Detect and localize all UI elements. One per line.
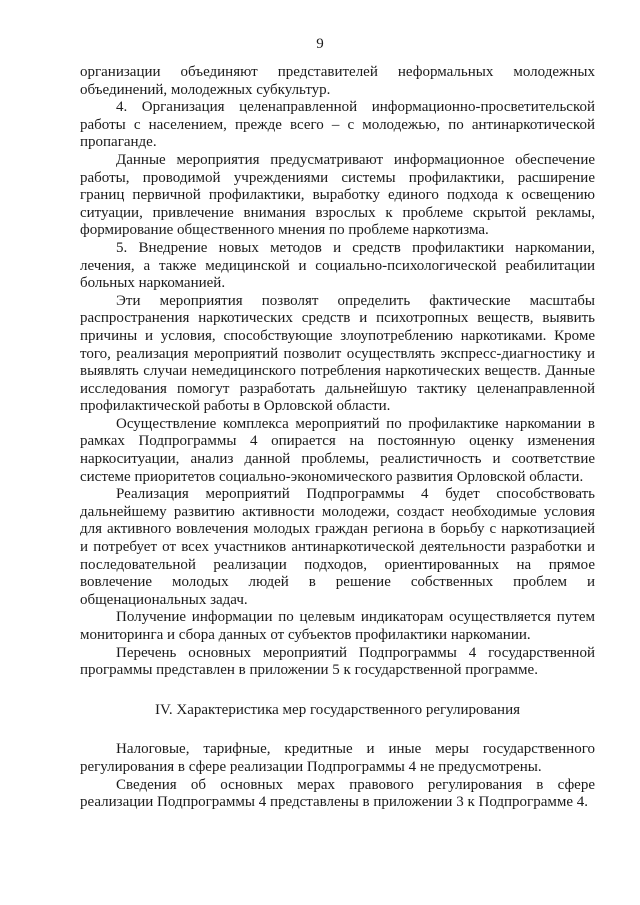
page-number: 9 (316, 36, 324, 52)
paragraph: организации объединяют представителей неформальных молодежных объединений, молодежных субкультур. (80, 64, 595, 98)
paragraph: 5. Внедрение новых методов и средств профилактики наркомании, лечения, а также медицинской и социально-психологической реабилитации больных наркоманией. (80, 239, 595, 292)
paragraph: Осуществление комплекса мероприятий по профилактике наркомании в рамках Подпрограммы 4 опирается на постоянную оценку изменения наркоситуации, анализ данной проблемы, реалистичность и соответствие системе приоритетов социально-экономического развития Орловской области. (80, 415, 595, 485)
paragraph: Реализация мероприятий Подпрограммы 4 будет способствовать дальнейшему развитию активности молодежи, создаст необходимые условия для активного вовлечения молодых граждан региона в борьбу с наркотизацией и потребует от всех участников антинаркотической деятельности разработки и последовательной реализации подходов, ориентированных на прямое вовлечение молодых людей в решение собственных проблем и общенациональных задач. (80, 486, 595, 608)
paragraph: Эти мероприятия позволят определить фактические масштабы распространения наркотических средств и психотропных веществ, выявить причины и условия, способствующие злоупотреблению наркотиками. Кроме того, реализация мероприятий позволит осуществлять экспресс-диагностику и выявлять случаи немедицинского потребления наркотических веществ. Данные исследования помогут разработать дальнейшую тактику целенаправленной профилактической работы в Орловской области. (80, 292, 595, 415)
paragraph: Данные мероприятия предусматривают информационное обеспечение работы, проводимой учреждениями системы профилактики, расширение границ первичной профилактики, выработку единого подхода к освещению ситуации, привлечение внимания взрослых к проблеме скрытой рекламы, формирование общественного мнения по проблеме наркотизма. (80, 151, 595, 239)
paragraph: Налоговые, тарифные, кредитные и иные меры государственного регулирования в сфере реализации Подпрограммы 4 не предусмотрены. (80, 741, 595, 775)
paragraph: 4. Организация целенаправленной информационно-просветительской работы с населением, прежде всего – с молодежью, по антинаркотической пропаганде. (80, 99, 595, 151)
paragraph: Получение информации по целевым индикаторам осуществляется путем мониторинга и сбора данных от субъектов профилактики наркомании. (80, 609, 595, 643)
paragraph: Сведения об основных мерах правового регулирования в сфере реализации Подпрограммы 4 представлены в приложении 3 к Подпрограмме 4. (80, 776, 595, 811)
paragraph: Перечень основных мероприятий Подпрограммы 4 государственной программы представлен в приложении 5 к государственной программе. (80, 644, 595, 679)
document-body (80, 64, 595, 812)
section-heading: IV. Характеристика мер государственного регулирования (154, 701, 521, 718)
